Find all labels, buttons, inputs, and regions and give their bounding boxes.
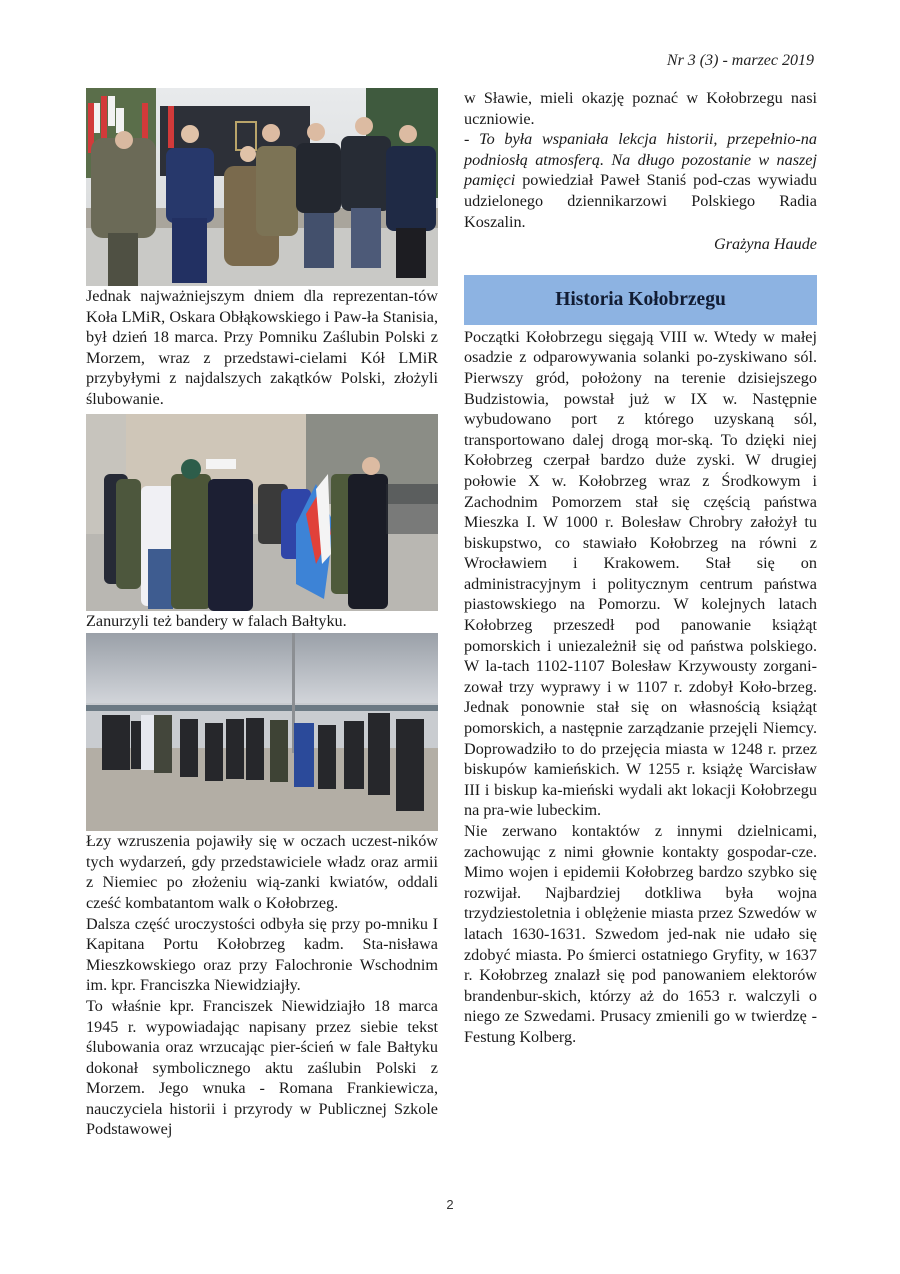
page-number: 2 — [446, 1197, 454, 1212]
caption-oath-day: Jednak najważniejszym dniem dla reprezentan-tów Koła LMiR, Oskara Obłąkowskiego i Paw-ła Stanisia, był dzień 18 marca. Przy Pomniku Zaślubin Polski z Morzem, wraz z przedstawi-cielami Kół LMiR przybyłymi z najdalszych zakątków Polski, złożyli ślubowanie. — [86, 287, 438, 408]
right-column — [464, 88, 817, 1048]
paragraph-history-1: Początki Kołobrzegu sięgają VIII w. Wtedy w małej osadzie z odparowywania solanki po-zyskiwano sól. Pierwszy gród, położony na terenie dzisiejszego Budzistowia, powstał już w IX w. Następnie wybudowano port z którego uzyskaną sól, transportowano dalej drogą mor-ską. To dzięki niej Kołobrzeg czerpał bardzo duże zyski. W drugiej połowie X w. Kołobrzeg wraz z Środkowym i Zachodnim Pomorzem stał się częścią państwa Mieszka I. W 1000 r. Bolesław Chrobry założył tu biskupstwo, co stawiało Kołobrzeg na równi z Wrocławiem i Krakowem. Stał się on administracyjnym i politycznym centrum państwa piastowskiego na Pomorzu. W kolejnych latach Kołobrzeg przeszedł pod panowanie książąt pomorskich i uniezależnił się od państwa polskiego. W la-tach 1102-1107 Bolesław Krzywousty zorgani-zował trzy wyprawy i w 1107 r. zdobył Koło-brzeg. Jednak ponownie stał się on własnością książąt pomorskich, a następnie zarządzanie przejęli Niemcy. Doprowadziło to do przejęcia miasta w 1248 r. przez biskupów kamieńskich. W 1255 r. książę Warcisław III i biskup ka-mieński wydali akt lokacji Kołobrzegu na pra-wie lubeckim. — [464, 327, 817, 820]
photo-veterans-monument — [86, 88, 438, 286]
paragraph-continuation: w Sławie, mieli okazję poznać w Kołobrzegu nasi uczniowie. — [464, 89, 817, 128]
photo-veterans-image — [86, 88, 438, 286]
paragraph-history-2: Nie zerwano kontaktów z innymi dzielnicami, zachowując z nimi głownie kontakty gospodar-cze. Mimo wojen i epidemii Kołobrzeg bardzo szybko się rozwijał. Najbardziej dotkliwa była wojna trzydziestoletnia i oblężenie miasta przez Szwedów w latach 1630-1631. Szwedom jed-nak nie udało się zdobyć miasta. Po śmierci ostatniego Gryfity, w 1637 r. Kołobrzeg znalazł się pod panowaniem elektorów brandenbur-skich, którzy aż do 1653 r. walczyli o niego ze Szwedami. Prusacy zmienili go w twierdzę - Festung Kolberg. — [464, 822, 817, 1046]
paragraph-niewidziajlo: To właśnie kpr. Franciszek Niewidziajło 18 marca 1945 r. wypowiadając napisany przez siebie tekst ślubowania oraz wrzucając pier-ścień w fale Bałtyku dokonał symbolicznego aktu zaślubin Polski z Morzem. Jego wnuka - Romana Frankiewicza, nauczyciela historii i przyrody w Publicznej Szkole Podstawowej — [86, 996, 438, 1139]
photo-banner-oath — [86, 414, 438, 611]
paragraph-tears: Łzy wzruszenia pojawiły się w oczach uczest-ników tych wydarzeń, gdy przedstawiciele władz oraz armii z Niemiec po złożeniu wią-zanki kwiatów, oddali cześć kombatantom walk o Kołobrzeg. — [86, 832, 438, 912]
paragraph-quote — [464, 129, 817, 232]
paragraph-ceremony-continued: Dalsza część uroczystości odbyła się przy po-mniku I Kapitana Portu Kołobrzeg kadm. Sta-nisława Mieszkowskiego oraz przy Falochronie Wschodnim im. kpr. Franciszka Niewidziajły. — [86, 914, 438, 995]
caption-banners-baltic: Zanurzyli też bandery w falach Bałtyku. — [86, 611, 347, 630]
quote-italic: - To była wspaniała lekcja historii, przepełnio-na podniosłą atmosferą. Na długo pozostanie w naszej pamięci — [464, 130, 817, 190]
photo-beach-image — [86, 633, 438, 831]
issue-header: Nr 3 (3) - marzec 2019 — [666, 52, 814, 69]
author-signature: Grażyna Haude — [714, 235, 817, 254]
history-section-body — [464, 327, 817, 1048]
photo-beach-lineup — [86, 633, 438, 831]
section-title-historia: Historia Kołobrzegu — [464, 275, 817, 325]
photo-banner-oath-image — [86, 414, 438, 611]
left-column — [86, 88, 438, 1140]
quote-attribution: powiedział Paweł Staniś pod-czas wywiadu udzielonego dziennikarzowi Polskiego Radia Koszalin. — [464, 171, 817, 231]
